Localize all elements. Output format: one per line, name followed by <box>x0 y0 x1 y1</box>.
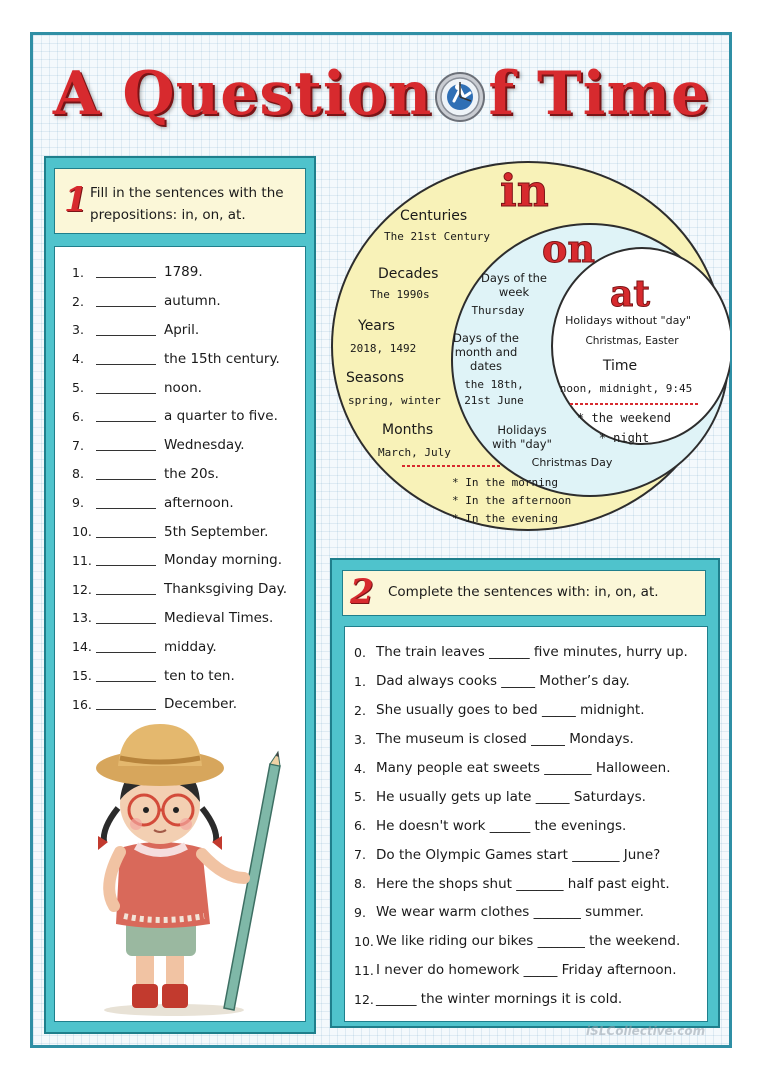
on-days-week-line1: Days of the <box>481 271 547 285</box>
on-holidays-example: Christmas Day <box>531 456 613 469</box>
exercise-1-item <box>72 488 302 517</box>
in-label: in <box>500 166 549 217</box>
answer-blank[interactable] <box>96 641 156 653</box>
answer-blank[interactable] <box>96 266 156 278</box>
item-number: 4. <box>72 351 84 367</box>
exercise-2-number: 2 <box>350 572 374 612</box>
item-text: Monday morning. <box>164 552 283 569</box>
item-number: 5. <box>354 789 366 805</box>
answer-blank[interactable] <box>96 698 156 710</box>
centuries-example: The 21st Century <box>384 230 490 243</box>
answer-blank[interactable] <box>96 295 156 307</box>
item-sentence: Do the Olympic Games start _______ June? <box>376 846 661 863</box>
item-sentence: Many people eat sweets _______ Halloween. <box>376 760 671 776</box>
years-example: 2018, 1492 <box>350 342 417 355</box>
item-number: 6. <box>72 408 84 424</box>
exercise-1-item <box>72 517 302 546</box>
exercise-2-item <box>354 927 704 956</box>
answer-blank[interactable] <box>96 324 156 336</box>
exercise-2-item <box>354 956 704 985</box>
exercise-1-item <box>72 575 302 604</box>
item-text: midday. <box>164 638 217 655</box>
item-number: 8. <box>354 876 366 892</box>
answer-blank[interactable] <box>96 382 156 394</box>
exercise-1-item <box>72 402 302 431</box>
exercise-2-item <box>354 869 704 898</box>
exercise-1-instruction: Fill in the sentences with the prepositions: in, on, at. <box>90 185 284 223</box>
at-holidays: Holidays without "day" <box>565 314 691 327</box>
item-number: 6. <box>354 818 366 834</box>
months-example: March, July <box>378 446 451 459</box>
on-label: on <box>542 226 595 271</box>
watermark: iSLCollective.com <box>586 1024 706 1038</box>
item-number: 15. <box>72 668 92 684</box>
item-text: Thanksgiving Day. <box>164 581 287 598</box>
at-the-weekend: * the weekend <box>577 411 671 425</box>
exercise-1-item <box>72 373 302 402</box>
months-heading: Months <box>382 422 434 438</box>
on-days-month-example-1: the 18th, <box>464 378 524 391</box>
at-label: at <box>610 273 650 315</box>
exercise-2-item <box>354 638 704 667</box>
answer-blank[interactable] <box>96 353 156 365</box>
item-text: April. <box>164 321 200 338</box>
item-number: 11. <box>72 552 92 568</box>
exercise-1-item <box>72 546 302 575</box>
exercise-2-item <box>354 985 704 1014</box>
exercise-2-item <box>354 754 704 783</box>
title-part-1: A Question <box>52 59 433 129</box>
item-number: 3. <box>72 322 84 338</box>
item-number: 8. <box>72 466 84 482</box>
item-number: 2. <box>354 702 366 718</box>
exercise-1-item <box>72 604 302 633</box>
item-number: 11. <box>354 962 374 978</box>
item-number: 14. <box>72 639 92 655</box>
item-number: 1. <box>354 673 366 689</box>
item-text: 5th September. <box>164 523 269 540</box>
item-number: 16. <box>72 696 92 712</box>
item-number: 5. <box>72 380 84 396</box>
item-text: afternoon. <box>164 494 234 511</box>
exercise-1-item <box>72 690 302 719</box>
exercise-1-item <box>72 431 302 460</box>
exercise-2-item <box>354 725 704 754</box>
seasons-heading: Seasons <box>346 370 405 386</box>
at-night: * night <box>598 431 650 445</box>
item-number: 9. <box>354 904 366 920</box>
on-days-month-line3: dates <box>470 359 502 373</box>
item-number: 12. <box>354 991 374 1007</box>
exercise-1-item <box>72 632 302 661</box>
item-number: 0. <box>354 644 366 660</box>
answer-blank[interactable] <box>96 526 156 538</box>
item-number: 7. <box>354 847 366 863</box>
decades-heading: Decades <box>378 266 439 282</box>
item-text: December. <box>164 696 238 713</box>
item-text: the 15th century. <box>164 350 280 367</box>
item-number: 3. <box>354 731 366 747</box>
on-holidays-line2: with "day" <box>492 437 552 451</box>
item-sentence: ______ the winter mornings it is cold. <box>376 991 623 1008</box>
at-time-example: noon, midnight, 9:45 <box>559 382 693 395</box>
on-days-month-line1: Days of the <box>453 331 519 345</box>
exercise-1-item <box>72 344 302 373</box>
on-holidays-line1: Holidays <box>497 423 547 437</box>
item-sentence: Dad always cooks _____ Mother’s day. <box>376 673 630 690</box>
item-sentence: I never do homework _____ Friday afternoon. <box>376 962 677 979</box>
exercise-1-item <box>72 287 302 316</box>
page-title <box>0 52 763 136</box>
at-holidays-example: Christmas, Easter <box>585 335 679 347</box>
item-sentence: Here the shops shut _______ half past eight. <box>376 875 670 892</box>
in-the-afternoon: * In the afternoon <box>452 494 572 507</box>
answer-blank[interactable] <box>96 670 156 682</box>
exercise-1-list <box>72 258 302 719</box>
answer-blank[interactable] <box>96 554 156 566</box>
item-sentence: He usually gets up late _____ Saturdays. <box>376 788 646 805</box>
at-time-heading: Time <box>602 358 638 374</box>
item-sentence: We like riding our bikes _______ the weekend. <box>376 933 681 950</box>
exercise-2-item <box>354 898 704 927</box>
exercise-2-item <box>354 811 704 840</box>
answer-blank[interactable] <box>96 468 156 480</box>
girl-with-pencil-illustration <box>74 718 294 1018</box>
exercise-2-item <box>354 782 704 811</box>
exercise-2-item <box>354 696 704 725</box>
item-number: 10. <box>354 933 374 949</box>
exercise-2-list <box>354 638 704 1014</box>
on-days-week-line2: week <box>498 285 530 299</box>
on-days-week-example: Thursday <box>471 304 525 317</box>
item-sentence: The museum is closed _____ Mondays. <box>376 731 634 748</box>
item-sentence: We wear warm clothes _______ summer. <box>376 904 644 921</box>
item-number: 7. <box>72 437 84 453</box>
exercise-1-item <box>72 258 302 287</box>
answer-blank[interactable] <box>96 410 156 422</box>
decades-example: The 1990s <box>370 288 430 301</box>
item-text: Medieval Times. <box>164 609 274 626</box>
title-part-2: f Time <box>488 59 711 129</box>
exercise-2-instruction: Complete the sentences with: in, on, at. <box>388 584 659 600</box>
item-text: ten to ten. <box>164 667 235 684</box>
answer-blank[interactable] <box>96 612 156 624</box>
item-number: 10. <box>72 524 92 540</box>
years-heading: Years <box>358 318 395 334</box>
item-sentence: He doesn't work ______ the evenings. <box>376 817 627 834</box>
item-sentence: The train leaves ______ five minutes, hurry up. <box>376 644 688 661</box>
exercise-2-item <box>354 667 704 696</box>
item-text: the 20s. <box>164 465 219 482</box>
exercise-1-item <box>72 661 302 690</box>
item-number: 1. <box>72 264 84 280</box>
centuries-heading: Centuries <box>400 208 468 224</box>
answer-blank[interactable] <box>96 497 156 509</box>
answer-blank[interactable] <box>96 439 156 451</box>
answer-blank[interactable] <box>96 583 156 595</box>
item-text: autumn. <box>164 293 221 310</box>
clock-icon <box>434 68 486 120</box>
in-the-morning: * In the morning <box>452 476 558 489</box>
item-number: 4. <box>354 760 366 776</box>
item-sentence: She usually goes to bed _____ midnight. <box>376 702 645 719</box>
exercise-1-item <box>72 460 302 489</box>
item-text: Wednesday. <box>164 437 245 454</box>
seasons-example: spring, winter <box>348 394 441 407</box>
exercise-1-item <box>72 316 302 345</box>
item-text: a quarter to five. <box>164 408 278 425</box>
in-the-evening: * In the evening <box>452 512 558 525</box>
item-number: 9. <box>72 495 84 511</box>
item-number: 12. <box>72 581 92 597</box>
item-number: 2. <box>72 293 84 309</box>
item-number: 13. <box>72 610 92 626</box>
prepositions-venn-diagram <box>330 158 730 536</box>
exercise-1-number: 1 <box>64 180 88 220</box>
item-text: noon. <box>164 379 202 396</box>
exercise-2-item <box>354 840 704 869</box>
on-days-month-line2: month and <box>454 345 518 359</box>
on-days-month-example-2: 21st June <box>464 394 524 407</box>
item-text: 1789. <box>164 264 203 281</box>
